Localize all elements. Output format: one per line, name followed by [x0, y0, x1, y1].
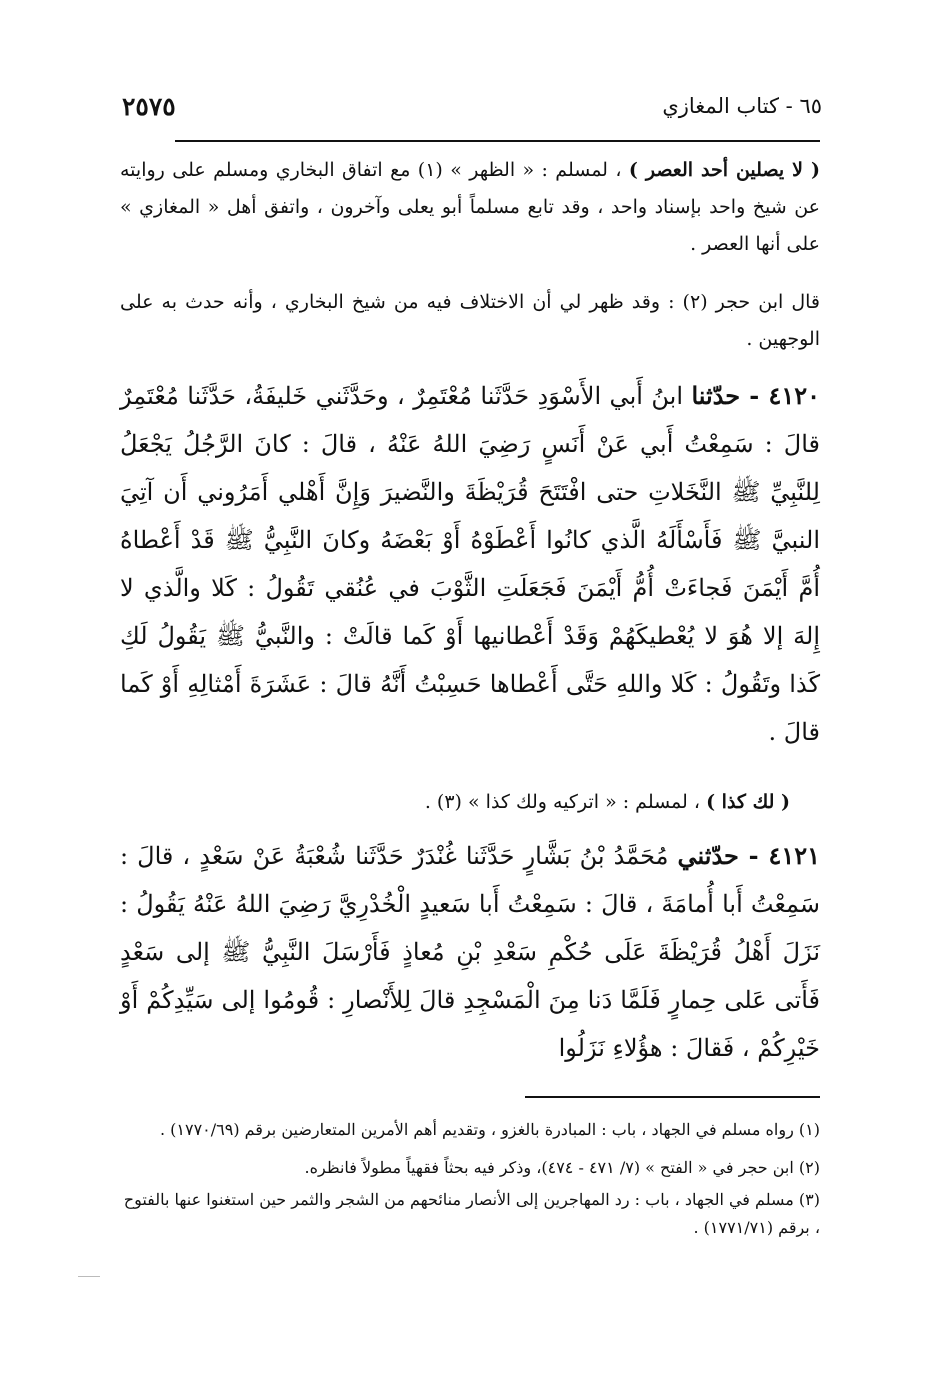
commentary-lead: ( لك كذا ) [706, 791, 790, 813]
footnote-divider [525, 1096, 820, 1098]
footnotes [120, 1116, 820, 1242]
hadith-4121 [120, 832, 820, 1072]
header-divider [175, 140, 820, 142]
hadith-4120 [120, 372, 820, 756]
commentary-paragraph [120, 784, 820, 821]
hadith-text: ابنُ أَبي الأَسْوَدِ حَدَّثَنا مُعْتَمِرٌ ، وحَدَّثَني خَليفَةُ، حَدَّثَنا مُعْتَمِرٌ قالَ : سَمِعْتُ أَبي عَنْ أَنَسٍ رَضِيَ اللهُ عَنْهُ ، قالَ : كانَ الرَّجُلُ يَجْعَلُ لِلنَّبِيِّ ﷺ النَّخَلاتِ حتى افْتَتَحَ قُرَيْظَةَ والنَّضيرَ وَإِنَّ أَهْلي أَمَرُوني أَن آتِيَ النبيَّ ﷺ فَأَسْأَلَهُ الَّذي كانُوا أَعْطَوْهُ أَوْ بَعْضَهُ وكانَ النَّبِيُّ ﷺ قَدْ أَعْطاهُ أُمَّ أَيْمَنَ فَجاءَتْ أُمُّ أَيْمَنَ فَجَعَلَتِ الثَّوْبَ في عُنُقي تَقُولُ : كَلا والَّذي لا إِلهَ إلا هُوَ لا يُعْطيكَهُمْ وَقَدْ أَعْطانيها أَوْ كَما قالَتْ : والنَّبيُّ ﷺ يَقُولُ لَكِ كَذا وتَقُولُ : كَلا واللهِ حَتَّى أَعْطاها حَسِبْتُ أَنَّهُ قالَ : عَشَرَةَ أَمْثالِهِ أَوْ كَما قالَ . [120, 382, 820, 746]
hadith-number: ٤١٢٠ - حدّثنا [691, 381, 820, 410]
hadith-paragraph [120, 372, 820, 756]
commentary-lead: ( لا يصلين أحد العصر ) [628, 159, 820, 181]
commentary-text: ، لمسلم : « اتركيه ولك كذا » (٣) . [424, 791, 701, 813]
page-header [122, 90, 822, 130]
footnote-1: (١) رواه مسلم في الجهاد ، باب : المبادرة بالغزو ، وتقديم أهم الأمرين المتعارضين برقم (١٧٧٠/٦٩) . [159, 1120, 820, 1139]
page-number: ٢٥٧٥ [122, 92, 176, 121]
commentary-paragraph [120, 152, 820, 263]
commentary-block-2 [120, 284, 820, 358]
commentary-paragraph: قال ابن حجر (٢) : وقد ظهر لي أن الاختلاف فيه من شيخ البخاري ، وأنه حدث به على الوجهين . [120, 291, 820, 350]
scan-artifact [78, 1276, 100, 1277]
hadith-text: مُحَمَّدُ بْنُ بَشَّارٍ حَدَّثَنا غُنْدَرٌ حَدَّثَنا شُعْبَةُ عَنْ سَعْدٍ ، قالَ : سَمِعْتُ أَبا أُمامَةَ ، قالَ : سَمِعْتُ أَبا سَعيدٍ الْخُدْرِيَّ رَضِيَ اللهُ عَنْهُ يَقُولُ : نَزَلَ أَهْلُ قُرَيْظَةَ عَلَى حُكْمِ سَعْدِ بْنِ مُعاذٍ فَأَرْسَلَ النَّبِيُّ ﷺ إلى سَعْدٍ فَأَتى عَلى حِمارٍ فَلَمَّا دَنا مِنَ الْمَسْجِدِ قالَ لِلأَنْصارِ : قُومُوا إلى سَيِّدِكُمْ أَوْ خَيْرِكُمْ ، فَقالَ : هؤُلاءِ نَزَلُوا [120, 842, 820, 1062]
commentary-block-1 [120, 152, 820, 263]
hadith-number: ٤١٢١ - حدّثني [677, 841, 820, 870]
footnote-2: (٢) ابن حجر في « الفتح » (٧/ ٤٧١ - ٤٧٤)، وذكر فيه بحثاً فقهياً مطولاً فانظره. [304, 1158, 820, 1177]
chapter-title: ٦٥ - كتاب المغازي [662, 94, 822, 118]
commentary-text: ، لمسلم : « الظهر » (١) مع اتفاق البخاري ومسلم على روايته عن شيخ واحد بإسناد واحد ، وقد تابع مسلماً أبو يعلى وآخرون ، واتفق أهل « المغازي » على أنها العصر . [120, 159, 820, 255]
hadith-paragraph [120, 832, 820, 1072]
footnote-3: (٣) مسلم في الجهاد ، باب : رد المهاجرين إلى الأنصار منائحهم من الشجر والثمر حين استغنوا عنها بالفتوح ، برقم (١٧٧١/٧١) . [123, 1190, 820, 1237]
commentary-block-3 [120, 784, 820, 821]
